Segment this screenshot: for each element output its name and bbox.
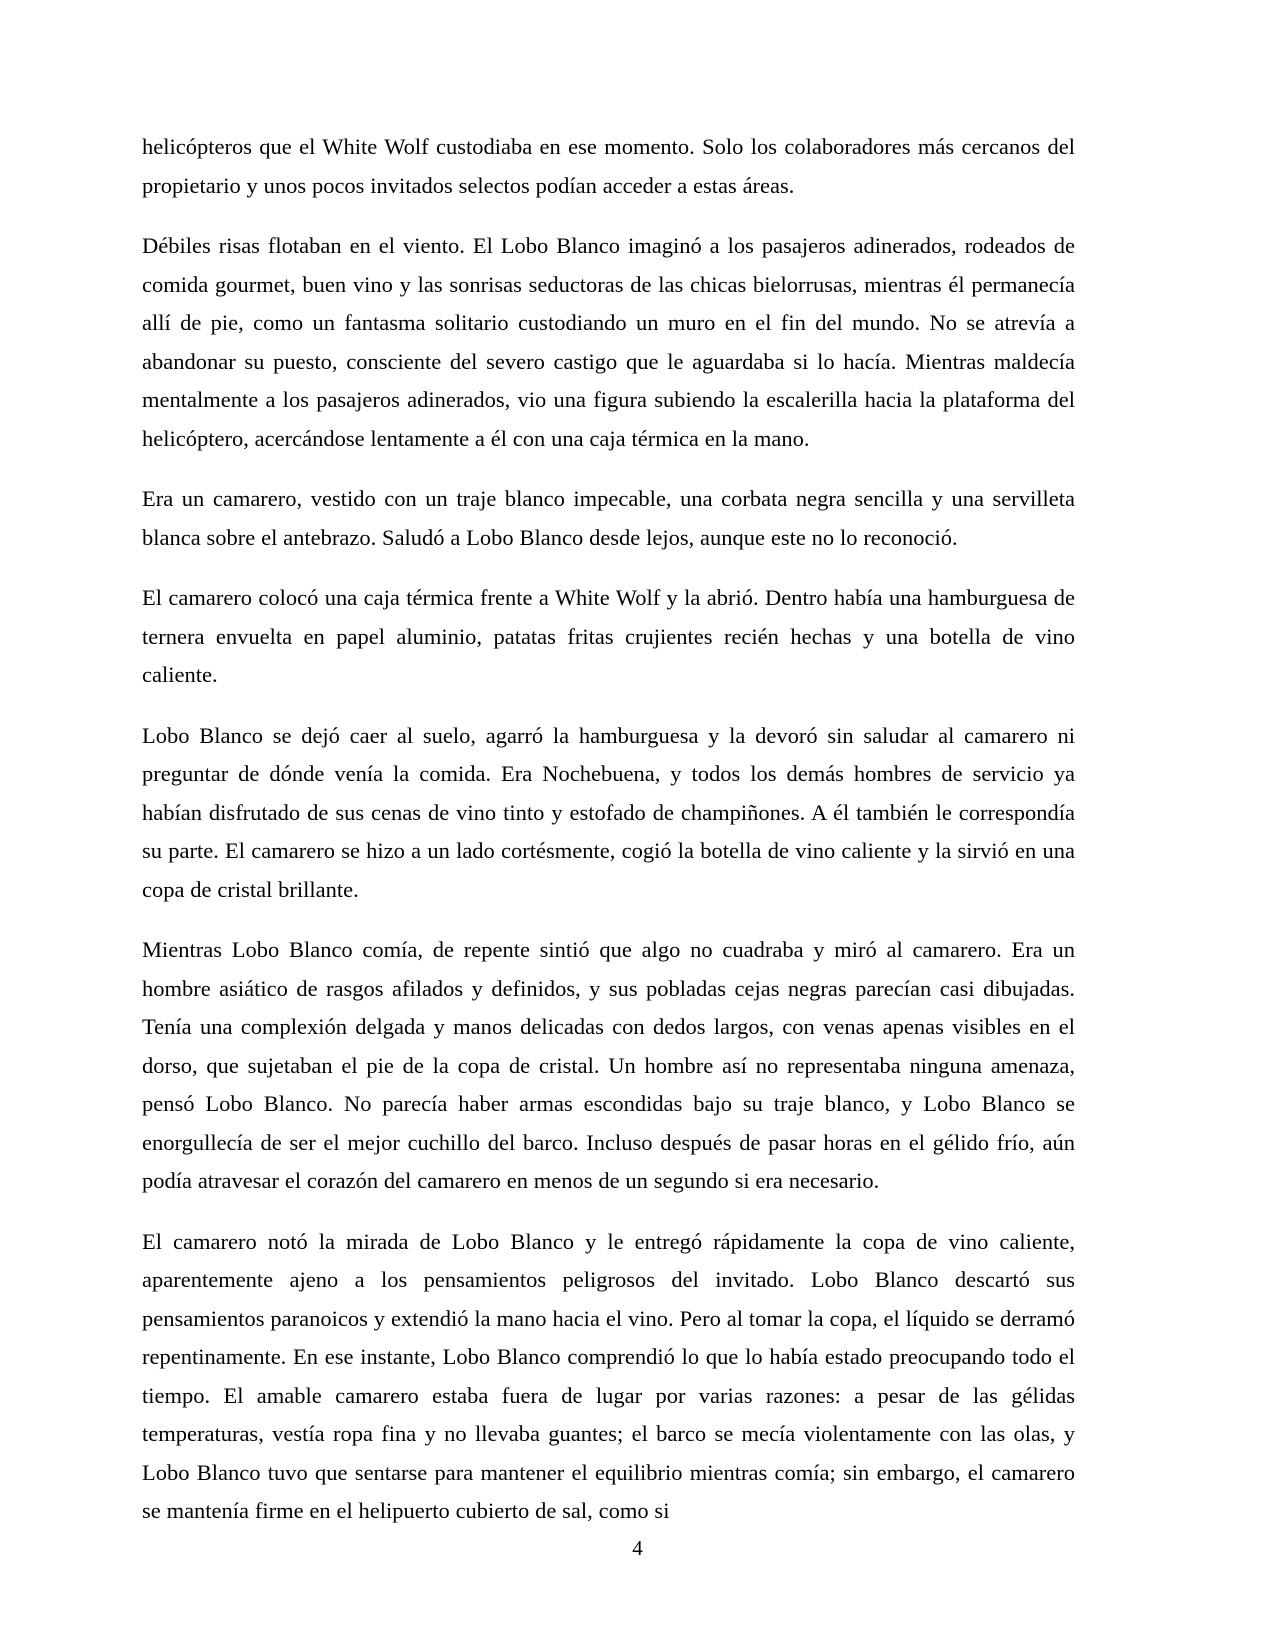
paragraph: Mientras Lobo Blanco comía, de repente sintió que algo no cuadraba y miró al camarero. Era un hombre asiático de rasgos afilados y definidos, y sus pobladas cejas negras parecían casi dibujadas. Tenía una complexión delgada y manos delicadas con dedos largos, con venas apenas visibles en el dorso, que sujetaban el pie de la copa de cristal. Un hombre así no representaba ninguna amenaza, pensó Lobo Blanco. No parecía haber armas escondidas bajo su traje blanco, y Lobo Blanco se enorgullecía de ser el mejor cuchillo del barco. Incluso después de pasar horas en el gélido frío, aún podía atravesar el corazón del camarero en menos de un segundo si era necesario. bbox=[142, 937, 1075, 1193]
paragraph: Era un camarero, vestido con un traje blanco impecable, una corbata negra sencilla y una servilleta blanca sobre el antebrazo. Saludó a Lobo Blanco desde lejos, aunque este no lo reconoció. bbox=[142, 486, 1075, 550]
paragraph: helicópteros que el White Wolf custodiaba en ese momento. Solo los colaboradores más cercanos del propietario y unos pocos invitados selectos podían acceder a estas áreas. bbox=[142, 134, 1075, 198]
paragraph: Lobo Blanco se dejó caer al suelo, agarró la hamburguesa y la devoró sin saludar al camarero ni preguntar de dónde venía la comida. Era Nochebuena, y todos los demás hombres de servicio ya habían disfrutado de sus cenas de vino tinto y estofado de champiñones. A él también le correspondía su parte. El camarero se hizo a un lado cortésmente, cogió la botella de vino caliente y la sirvió en una copa de cristal brillante. bbox=[142, 722, 1075, 902]
paragraph: Débiles risas flotaban en el viento. El Lobo Blanco imaginó a los pasajeros adinerados, rodeados de comida gourmet, buen vino y las sonrisas seductoras de las chicas bielorrusas, mientras él permanecía allí de pie, como un fantasma solitario custodiando un muro en el fin del mundo. No se atrevía a abandonar su puesto, consciente del severo castigo que le aguardaba si lo hacía. Mientras maldecía mentalmente a los pasajeros adinerados, vio una figura subiendo la escalerilla hacia la plataforma del helicóptero, acercándose lentamente a él con una caja térmica en la mano. bbox=[142, 233, 1075, 451]
page-number: 4 bbox=[632, 1536, 643, 1560]
page-body-text bbox=[142, 128, 1075, 1531]
paragraph: El camarero notó la mirada de Lobo Blanco y le entregó rápidamente la copa de vino caliente, aparentemente ajeno a los pensamientos peligrosos del invitado. Lobo Blanco descartó sus pensamientos paranoicos y extendió la mano hacia el vino. Pero al tomar la copa, el líquido se derramó repentinamente. En ese instante, Lobo Blanco comprendió lo que lo había estado preocupando todo el tiempo. El amable camarero estaba fuera de lugar por varias razones: a pesar de las gélidas temperaturas, vestía ropa fina y no llevaba guantes; el barco se mecía violentamente con las olas, y Lobo Blanco tuvo que sentarse para mantener el equilibrio mientras comía; sin embargo, el camarero se mantenía firme en el helipuerto cubierto de sal, como si bbox=[142, 1228, 1075, 1523]
paragraph: El camarero colocó una caja térmica frente a White Wolf y la abrió. Dentro había una hamburguesa de ternera envuelta en papel aluminio, patatas fritas crujientes recién hechas y una botella de vino caliente. bbox=[142, 585, 1075, 687]
